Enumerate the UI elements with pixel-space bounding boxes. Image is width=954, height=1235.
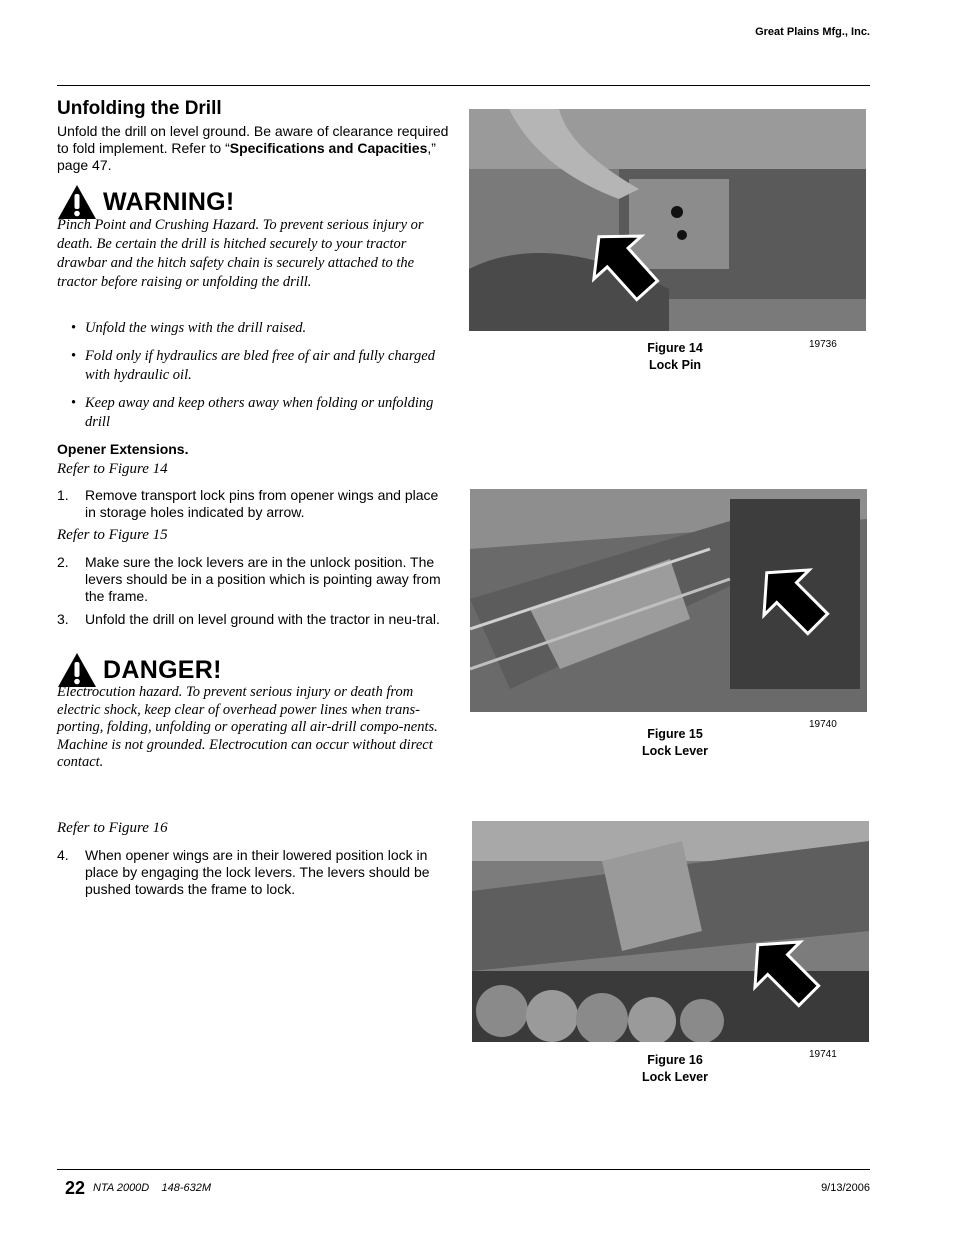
danger-block [57,652,452,772]
intro-bold: Specifications and Capacities [229,140,428,156]
warning-block [57,184,452,292]
warning-title: WARNING! [103,187,235,216]
step-3 [57,611,452,628]
lock-lever-photo-illustration [470,489,867,712]
step-4 [57,847,452,898]
intro-text-2: ,” page 47. [57,140,436,173]
section-title: Unfolding the Drill [57,98,222,119]
figure-15-code: 19740 [809,719,837,730]
refer-figure-16: Refer to Figure 16 [57,820,168,836]
warning-text: Pinch Point and Crushing Hazard. To prevent serious injury or death. Be certain the drill is hitched securely to your tractor drawbar and the hitch safety chain is securely attached to the tractor before raising or unfolding the drill. [57,217,424,290]
figure-16-photo [472,821,869,1042]
figure-caption: Lock Lever [641,1070,708,1084]
refer-figure-15: Refer to Figure 15 [57,527,168,543]
danger-triangle-icon [57,652,97,688]
lock-lever-lowered-photo-illustration [472,821,869,1042]
danger-title: DANGER! [103,655,222,684]
step-number: 1. [57,487,69,503]
figure-14-code: 19736 [809,339,837,350]
step-number: 4. [57,847,69,863]
intro-paragraph [57,123,452,174]
step-text: Make sure the lock levers are in the unlock position. The levers should be in a position which is pointing away from the frame. [85,554,441,604]
opener-extensions-heading: Opener Extensions. [57,441,189,457]
step-text: When opener wings are in their lowered position lock in place by engaging the lock levers. The levers should be pushed towards the frame to lock. [85,847,430,897]
figure-15-caption [575,726,775,760]
figure-label: Figure 16 [647,1053,703,1067]
warning-header [57,184,452,220]
page-number: 22 [65,1178,86,1198]
company-name: Great Plains Mfg., Inc. [755,26,870,38]
figure-15-photo [470,489,867,712]
danger-header [57,652,452,688]
figure-caption: Lock Lever [641,744,708,758]
warning-bullets [57,319,452,441]
footer-rule [57,1169,870,1170]
header-rule [57,85,870,86]
step-text: Unfold the drill on level ground with the tractor in neu-tral. [85,611,440,627]
document-id: NTA 2000D 148-632M [93,1182,212,1194]
refer-figure-14: Refer to Figure 14 [57,461,168,477]
step-number: 2. [57,554,69,570]
step-2 [57,554,452,605]
document-date: 9/13/2006 [821,1182,870,1194]
list-item: • Unfold the wings with the drill raised. [57,319,452,338]
danger-text: Electrocution hazard. To prevent serious injury or death from electric shock, keep clear of overhead power lines when trans-porting, folding, unfolding or operating all air-drill compo-nents. Machine is not grounded. Electrocution can occur without direct contact. [57,684,438,770]
warning-triangle-icon [57,184,97,220]
figure-label: Figure 15 [647,727,703,741]
figure-14-caption [575,340,775,374]
figure-16-caption [575,1052,775,1086]
step-text: Remove transport lock pins from opener wings and place in storage holes indicated by arrow. [85,487,439,520]
figure-label: Figure 14 [647,341,703,355]
figure-14-photo [469,109,866,331]
intro-text-1: Unfold the drill on level ground. Be aware of clearance required to fold implement. Refer to “ [57,123,449,156]
list-item: • Keep away and keep others away when folding or unfolding drill [57,394,452,432]
list-item: • Fold only if hydraulics are bled free of air and fully charged with hydraulic oil. [57,347,452,385]
step-1 [57,487,452,521]
lock-pin-photo-illustration [469,109,866,331]
step-number: 3. [57,611,69,627]
figure-16-code: 19741 [809,1049,837,1060]
figure-caption: Lock Pin [648,358,702,372]
